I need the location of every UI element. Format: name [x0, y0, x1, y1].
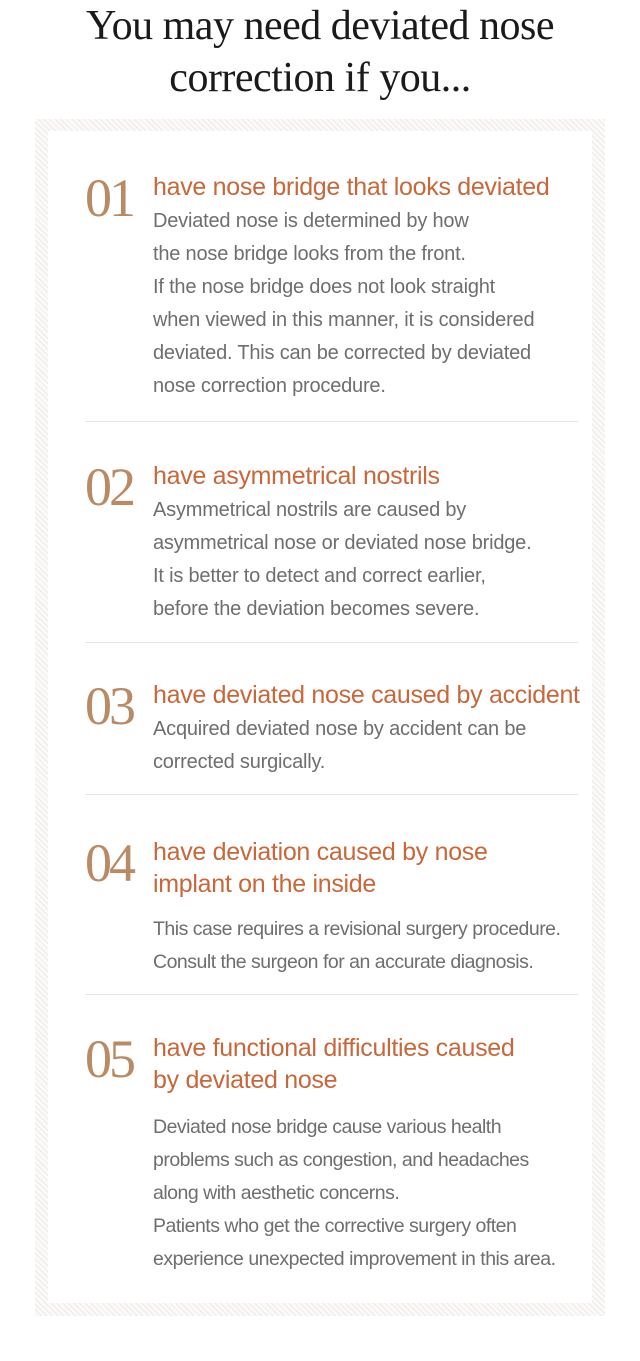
item-heading: [153, 679, 623, 711]
description-line: Consult the surgeon for an accurate diagnosis.: [153, 951, 534, 973]
item-description: [153, 1111, 623, 1276]
item-number: 01: [85, 168, 133, 228]
description-line: Acquired deviated nose by accident can be: [153, 718, 527, 740]
divider: [85, 794, 578, 795]
item-heading-line: have nose bridge that looks deviated: [153, 173, 550, 201]
description-line: It is better to detect and correct earlier,: [153, 565, 486, 587]
item-heading-line: by deviated nose: [153, 1066, 338, 1094]
description-line: the nose bridge looks from the front.: [153, 243, 466, 265]
description-line: Deviated nose is determined by how: [153, 210, 469, 232]
content-panel: [48, 131, 592, 1303]
item-heading: [153, 1032, 593, 1096]
hatched-frame: [35, 119, 605, 1316]
divider: [85, 642, 578, 643]
divider: [85, 994, 578, 995]
item-description: [153, 713, 623, 779]
item-heading-line: have asymmetrical nostrils: [153, 462, 440, 490]
item-number: 05: [85, 1029, 133, 1089]
item-description: [153, 913, 623, 979]
item-description: [153, 494, 623, 626]
item-number: 04: [85, 833, 133, 893]
item-number: 02: [85, 457, 133, 517]
item-heading: [153, 171, 593, 203]
description-line: Patients who get the corrective surgery often: [153, 1215, 517, 1237]
description-line: when viewed in this manner, it is considered: [153, 309, 535, 331]
item-heading-line: have functional difficulties caused: [153, 1034, 515, 1062]
item-heading-line: have deviation caused by nose: [153, 838, 488, 866]
description-line: along with aesthetic concerns.: [153, 1182, 400, 1204]
description-line: If the nose bridge does not look straight: [153, 276, 496, 298]
description-line: Asymmetrical nostrils are caused by: [153, 499, 467, 521]
description-line: corrected surgically.: [153, 751, 326, 773]
description-line: Deviated nose bridge cause various health: [153, 1116, 502, 1138]
description-line: nose correction procedure.: [153, 375, 386, 397]
item-heading-line: have deviated nose caused by accident: [153, 681, 580, 709]
description-line: before the deviation becomes severe.: [153, 598, 480, 620]
description-line: This case requires a revisional surgery procedure.: [153, 918, 561, 940]
page-title-line-2: correction if you...: [169, 55, 471, 101]
description-line: experience unexpected improvement in this area.: [153, 1248, 556, 1270]
item-description: [153, 205, 623, 403]
item-heading-line: implant on the inside: [153, 870, 377, 898]
description-line: deviated. This can be corrected by deviated: [153, 342, 531, 364]
page-title-line-1: You may need deviated nose: [86, 3, 554, 49]
item-number: 03: [85, 676, 133, 736]
item-heading: [153, 836, 593, 900]
item-heading: [153, 460, 593, 492]
page-title: [0, 0, 640, 104]
description-line: asymmetrical nose or deviated nose bridge.: [153, 532, 532, 554]
description-line: problems such as congestion, and headaches: [153, 1149, 529, 1171]
divider: [85, 421, 578, 422]
